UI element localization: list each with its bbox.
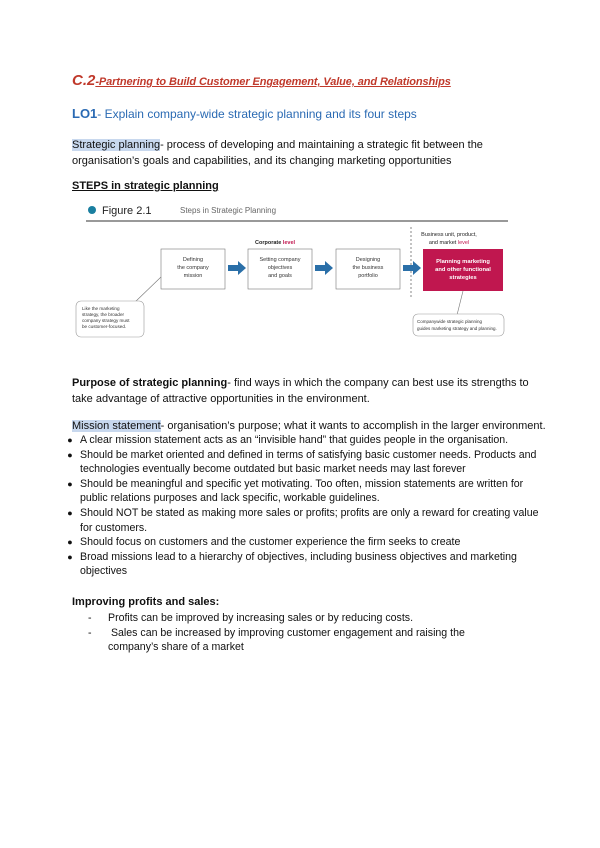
figure-label: Figure 2.1 (102, 205, 152, 217)
learning-objective (72, 106, 417, 121)
bullet-icon: ● (67, 449, 73, 460)
corporate-level-label: Corporate level (255, 240, 296, 246)
svg-text:Planning marketing: Planning marketing (436, 259, 490, 265)
svg-text:and other functional: and other functional (435, 267, 491, 273)
list-item: ● Should NOT be stated as making more sales or profits; profits are only a reward for creating value for customers. (60, 506, 550, 535)
purpose-paragraph (72, 375, 542, 407)
figure-caption: Steps in Strategic Planning (180, 206, 277, 215)
list-item: ● Should be meaningful and specific yet motivating. Too often, mission statements are written for public relations purposes and lack specific, workable guidelines. (60, 477, 550, 506)
callout-line-left (134, 277, 161, 303)
bullet-icon: ● (67, 551, 73, 562)
mission-bullet-list (60, 433, 550, 579)
business-level-label-line2: and market level (428, 240, 470, 246)
list-item: ● Should focus on customers and the customer experience the firm seeks to create (60, 535, 550, 550)
dash-marker: - (88, 626, 92, 639)
bullet-icon: ● (67, 478, 73, 489)
svg-text:company strategy must: company strategy must (82, 318, 130, 323)
list-item: ● A clear mission statement acts as an “invisible hand” that guides people in the organisation. (60, 433, 550, 448)
strategic-planning-definition (72, 137, 542, 169)
svg-text:Companywide strategic planning: Companywide strategic planning (417, 319, 483, 324)
mission-text: - organisation’s purpose; what it wants to accomplish in the larger environment. (160, 420, 546, 432)
strategic-planning-figure (72, 197, 510, 347)
mission-paragraph (72, 418, 552, 434)
chapter-heading (72, 72, 451, 89)
callout-note-left (76, 301, 144, 337)
svg-text:Designing: Designing (355, 257, 381, 263)
svg-text:Setting company: Setting company (259, 257, 301, 263)
svg-text:the company: the company (177, 265, 209, 271)
arrow-right-icon (315, 261, 333, 275)
step-box-objectives (248, 249, 312, 289)
svg-text:Like the marketing: Like the marketing (82, 306, 120, 311)
svg-text:guides marketing strategy and: guides marketing strategy and planning. (417, 326, 497, 331)
lo-text: - Explain company-wide strategic planning and its four steps (97, 107, 417, 121)
steps-heading: STEPS in strategic planning (72, 180, 219, 192)
business-level-label-line1: Business unit, product, (421, 232, 477, 238)
chapter-code: C.2 (72, 72, 96, 89)
mission-term: Mission statement (72, 420, 161, 432)
bullet-icon: ● (67, 507, 73, 518)
purpose-text: - find ways in which the company can best use its strengths to take advantage of attractive opportunities in the environment. (72, 377, 529, 405)
svg-text:be customer-focused.: be customer-focused. (82, 324, 127, 329)
bullet-icon: ● (67, 537, 73, 548)
arrow-right-icon (403, 261, 421, 275)
callout-note-right (413, 314, 504, 336)
strategic-planning-term: Strategic planning (72, 139, 161, 151)
svg-text:Defining: Defining (182, 257, 204, 263)
svg-text:strategies: strategies (449, 275, 477, 281)
svg-text:objectives: objectives (267, 265, 293, 271)
bullet-icon: ● (67, 435, 73, 445)
step-box-mission (161, 249, 225, 289)
callout-line-right (457, 291, 463, 315)
strategic-planning-text: - process of developing and maintaining a strategic fit between the organisation’s goals and capabilities, and its changing marketing opportunities (72, 139, 483, 167)
svg-text:mission: mission (183, 273, 203, 279)
svg-text:strategy, the broader: strategy, the broader (82, 312, 125, 317)
dash-marker: - (88, 612, 92, 624)
list-item: - Profits can be improved by increasing sales or by reducing costs. (88, 612, 414, 624)
figure-marker-icon (88, 206, 96, 214)
list-item: ● Should be market oriented and defined in terms of satisfying basic customer needs. Products and technologies eventually become outdated but basic market needs may last forever (60, 448, 550, 477)
step-box-portfolio (336, 249, 400, 289)
list-item: - Sales can be increased by improving customer engagement and raising the company’s share of a market (88, 626, 468, 654)
purpose-term: Purpose of strategic planning (72, 377, 228, 389)
arrow-right-icon (228, 261, 246, 275)
svg-text:the business: the business (352, 265, 384, 271)
improving-list (88, 611, 508, 655)
lo-code: LO1 (72, 106, 98, 121)
svg-text:and goals: and goals (268, 273, 292, 279)
improving-heading: Improving profits and sales: (72, 596, 220, 608)
step-box-marketing (423, 249, 503, 291)
svg-text:portfolio: portfolio (358, 273, 378, 279)
chapter-title: -Partnering to Build Customer Engagement, Value, and Relationships (95, 76, 451, 88)
list-item: ● Broad missions lead to a hierarchy of objectives, including business objectives and marketing objectives (60, 550, 550, 579)
